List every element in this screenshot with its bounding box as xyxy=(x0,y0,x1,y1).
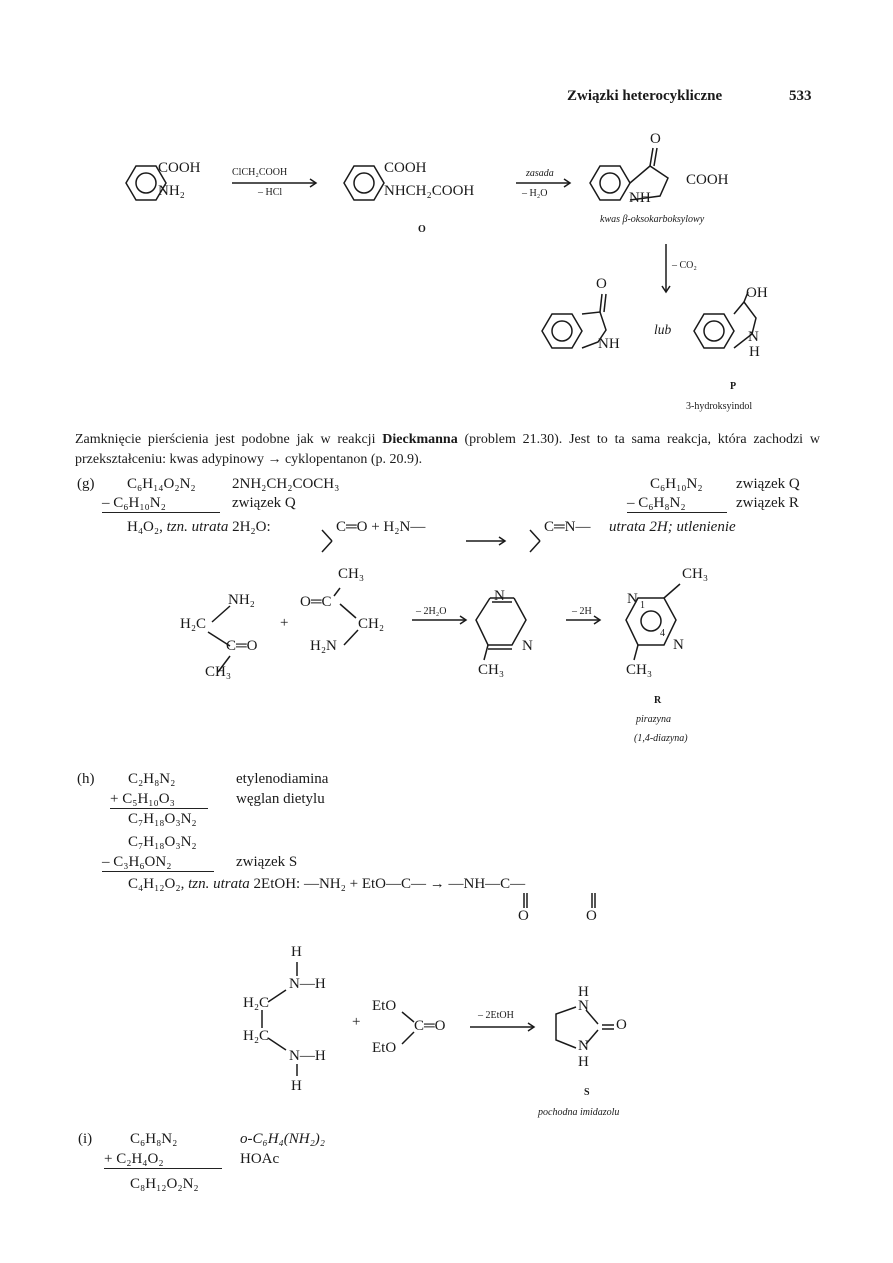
ed-h-bottom: H xyxy=(291,1078,302,1094)
imid-h2: H xyxy=(578,1054,589,1070)
carbonate-co: C═O xyxy=(414,1018,446,1034)
compound-p-label: P xyxy=(730,381,737,392)
g-formula-3: H₄O₂, tzn. utrata 2H₂O: xyxy=(127,519,271,535)
part-h-label: (h) xyxy=(77,771,95,787)
indoxyl-ring xyxy=(542,294,606,348)
g-desc-2: związek Q xyxy=(232,495,296,511)
anthranilic-cooh: COOH xyxy=(158,160,201,176)
g-right-desc-2: związek R xyxy=(736,495,799,511)
indoxyl-nh: NH xyxy=(598,336,620,352)
pyrazine-n4: N xyxy=(673,637,684,653)
i-formula-1: C₆H₈N₂ xyxy=(130,1131,178,1147)
ketone-o: O xyxy=(650,131,661,147)
h-desc-2: węglan dietylu xyxy=(236,791,325,807)
pyrazine-ch3-bottom: CH₃ xyxy=(626,662,653,678)
compound-o-label: O xyxy=(418,224,426,235)
compound-o-nh: NHCH₂COOH xyxy=(384,183,475,199)
compound-r-name: pirazyna xyxy=(636,714,671,725)
dihydropyrazine-ring xyxy=(476,598,526,660)
arrow2-reagent: zasada xyxy=(526,168,554,179)
h-arrow-label: – 2EtOH xyxy=(478,1010,514,1021)
i-formula-2: + C₂H₄O₂ xyxy=(104,1151,222,1169)
h-formula-6: C₄H₁₂O₂, tzn. utrata 2EtOH: —NH₂ + EtO—C— → —NH—C— xyxy=(128,876,526,892)
ed-h-top: H xyxy=(291,944,302,960)
h-formula-5: – C₃H₆ON₂ xyxy=(102,854,214,872)
g-right-formula-2: – C₆H₈N₂ xyxy=(627,495,727,513)
g-arrow2-label: – 2H xyxy=(572,606,592,617)
compound-p-name: 3-hydroksyindol xyxy=(686,401,753,412)
g-ch3-c: CH₃ xyxy=(478,662,505,678)
ketone-acid-name: kwas β-oksokarboksylowy xyxy=(600,214,705,225)
compound-s-label: S xyxy=(584,1087,590,1098)
g-formula-1: C₆H₁₄O₂N₂ xyxy=(127,476,196,492)
i-formula-3: C₈H₁₂O₂N₂ xyxy=(130,1176,199,1192)
hydroxyindole-h: H xyxy=(749,344,760,360)
g-ch2: CH₂ xyxy=(358,616,385,632)
g-desc-1: 2NH₂CH₂COCH₃ xyxy=(232,476,340,492)
ketone-nh: NH xyxy=(629,190,651,206)
g-arrow1-label: – 2H₂O xyxy=(416,606,447,617)
arrow2-byproduct: – H₂O xyxy=(522,188,548,199)
pyrazine-locant-4: 4 xyxy=(660,628,665,639)
imid-n1: N xyxy=(578,998,589,1014)
g-co: C═O xyxy=(226,638,258,654)
compound-o-cooh: COOH xyxy=(384,160,427,176)
ed-nh-top: N—H xyxy=(289,976,326,992)
pyrazine-ch3-top: CH₃ xyxy=(682,566,709,582)
h-desc-5: związek S xyxy=(236,854,298,870)
part-g-label: (g) xyxy=(77,476,95,492)
g-h2c: H₂C xyxy=(180,616,207,632)
explanation-paragraph: Zamknięcie pierścienia jest podobne jak w reakcji Dieckmanna (problem 21.30). Jest to ta sama reakcja, która zachodzi w przekształceniu: kwas adypinowy → cyklopentanon (p. 20.9). xyxy=(75,432,820,467)
arrow1-byproduct: – HCl xyxy=(258,187,283,198)
ed-h2c-1: H₂C xyxy=(243,995,270,1011)
anthranilic-nh2: NH₂ xyxy=(158,183,185,199)
hydroxyindole-n: N xyxy=(748,329,759,345)
compound-r-label: R xyxy=(654,695,662,706)
h-eq-o1: O xyxy=(518,908,529,924)
arrow3-byproduct: – CO₂ xyxy=(672,260,697,271)
g-h2n: H₂N xyxy=(310,638,337,654)
lub-word: lub xyxy=(654,322,672,337)
g-dihydro-n1: N xyxy=(494,588,505,604)
h-formula-3: C₇H₁₈O₃N₂ xyxy=(128,811,197,827)
pyrazine-n1: N xyxy=(627,591,638,607)
h-eq-o2: O xyxy=(586,908,597,924)
g-plus: + xyxy=(280,615,289,631)
carbonate-eto-1: EtO xyxy=(372,998,397,1014)
h-plus: + xyxy=(352,1014,361,1030)
g-oc: O═C xyxy=(300,594,332,610)
imid-h1: H xyxy=(578,984,589,1000)
benzene-ring-2 xyxy=(344,166,384,200)
g-eq-right: C═N— xyxy=(544,519,591,535)
g-ch3-a: CH₃ xyxy=(205,664,232,680)
carbonate-eto-2: EtO xyxy=(372,1040,397,1056)
g-dihydro-n2: N xyxy=(522,638,533,654)
arrow1-reagent: ClCH₂COOH xyxy=(232,167,288,178)
h-formula-4: C₇H₁₈O₃N₂ xyxy=(128,834,197,850)
i-desc-2: HOAc xyxy=(240,1151,280,1167)
g-right-formula-1: C₆H₁₀N₂ xyxy=(650,476,703,492)
g-right-desc-1: związek Q xyxy=(736,476,800,492)
g-eq-left: C═O + H₂N— xyxy=(336,519,426,535)
g-formula-2: – C₆H₁₀N₂ xyxy=(102,495,220,513)
imid-o: O xyxy=(616,1017,627,1033)
page-number: 533 xyxy=(789,88,812,104)
running-header-title: Związki heterocykliczne xyxy=(567,88,723,104)
part-i-label: (i) xyxy=(78,1131,93,1147)
i-desc-1: o-C₆H₄(NH₂)₂ xyxy=(240,1131,326,1147)
hydroxyindole-oh: OH xyxy=(746,285,768,301)
g-nh2: NH₂ xyxy=(228,592,255,608)
ed-h2c-2: H₂C xyxy=(243,1028,270,1044)
indoxyl-o: O xyxy=(596,276,607,292)
ed-nh-bottom: N—H xyxy=(289,1048,326,1064)
imid-n2: N xyxy=(578,1038,589,1054)
h-formula-2: + C₅H₁₀O₃ xyxy=(110,791,208,809)
g-right-text: utrata 2H; utlenienie xyxy=(609,519,736,535)
g-ch3-b: CH₃ xyxy=(338,566,365,582)
compound-r-name2: (1,4-diazyna) xyxy=(634,733,688,744)
h-desc-1: etylenodiamina xyxy=(236,771,329,787)
pyrazine-locant-1: 1 xyxy=(640,600,645,611)
h-formula-1: C₂H₈N₂ xyxy=(128,771,176,787)
ketone-cooh: COOH xyxy=(686,172,729,188)
compound-s-name: pochodna imidazolu xyxy=(538,1107,620,1118)
